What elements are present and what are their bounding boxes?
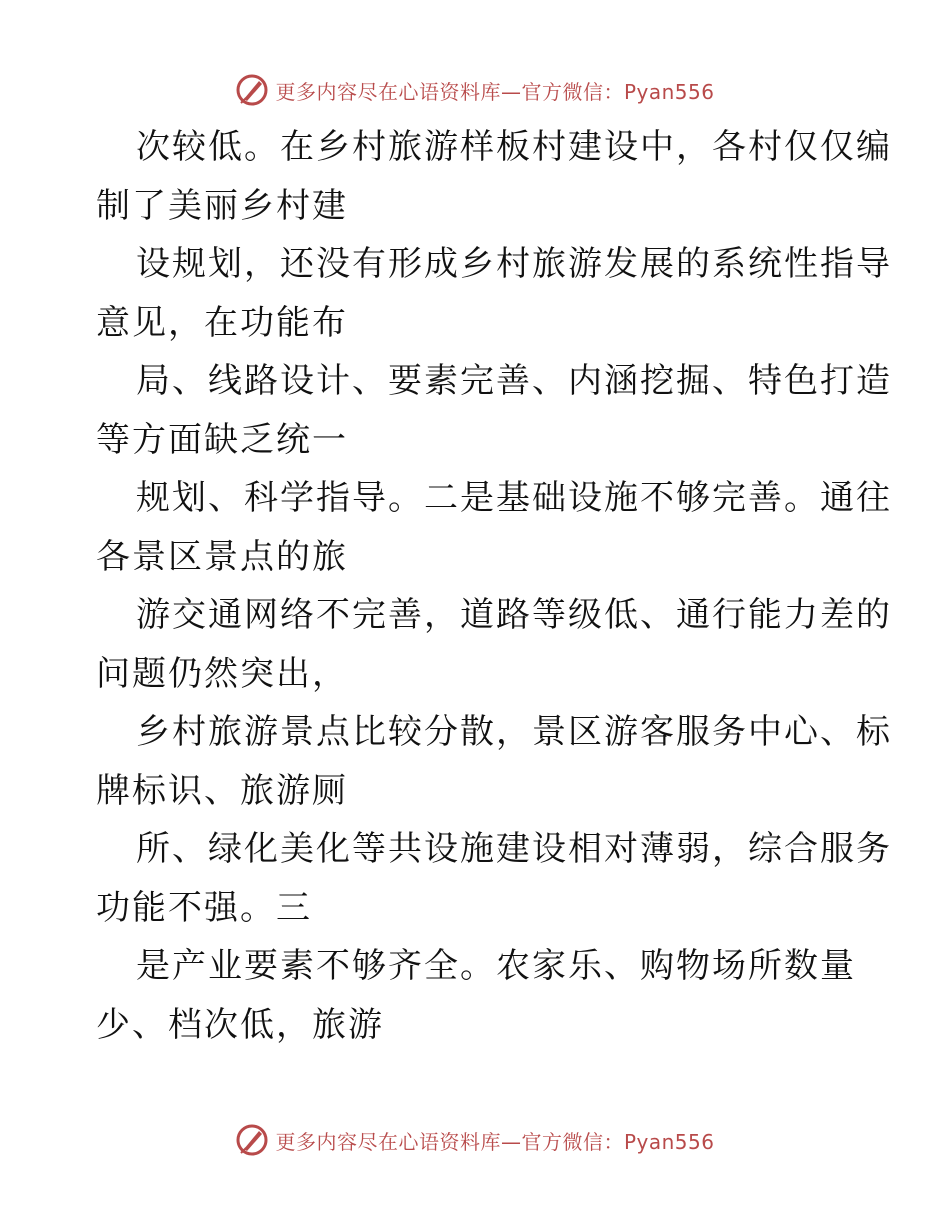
document-body [96, 118, 892, 1054]
text-line: 所、绿化美化等共设施建设相对薄弱，综合服务 [136, 829, 892, 869]
text-line: 等方面缺乏统一 [96, 419, 348, 460]
text-line: 次较低。在乡村旅游样板村建设中，各村仅仅编 [136, 127, 892, 167]
text-line: 设规划，还没有形成乡村旅游发展的系统性指导 [136, 244, 892, 284]
text-line: 牌标识、旅游厕 [96, 770, 348, 811]
text-line: 局、线路设计、要素完善、内涵挖掘、特色打造 [136, 361, 892, 401]
header-banner [0, 70, 950, 110]
text-line: 乡村旅游景点比较分散，景区游客服务中心、标 [136, 712, 892, 752]
header-banner-text: 更多内容尽在心语资料库—官方微信：Pyan556 [275, 79, 715, 104]
text-line: 功能不强。三 [96, 887, 312, 928]
text-line: 各景区景点的旅 [96, 536, 348, 577]
footer-banner-text: 更多内容尽在心语资料库—官方微信：Pyan556 [275, 1129, 715, 1154]
text-line: 规划、科学指导。二是基础设施不够完善。通往 [136, 478, 892, 518]
text-line: 少、档次低，旅游 [96, 1004, 384, 1045]
quill-pen-logo-icon [235, 73, 269, 107]
text-line: 问题仍然突出， [96, 653, 348, 694]
quill-pen-logo-icon [235, 1123, 269, 1157]
text-line: 是产业要素不够齐全。农家乐、购物场所数量 [136, 946, 856, 986]
text-line: 意见，在功能布 [96, 302, 348, 343]
footer-banner [0, 1120, 950, 1160]
text-line: 游交通网络不完善，道路等级低、通行能力差的 [136, 595, 892, 635]
text-line: 制了美丽乡村建 [96, 185, 348, 226]
